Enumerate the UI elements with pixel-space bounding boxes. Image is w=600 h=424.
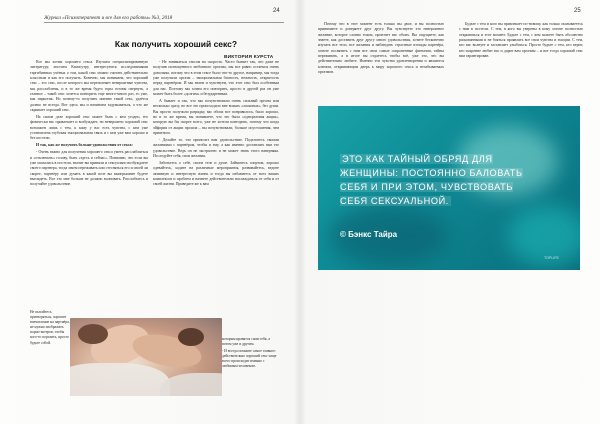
paragraph: А бывает и так, что мы почувствовали очень сильный оргазм или несколько сразу, но все это происходило вне всяких «ласковых», без души. Вы просто получили разрядку, вас обоих все понравилось, было хорошо, но и то же время, вы понимаете, что это была «одноразовая акция», которую вы бы скорее всего, уже не хотели повторить, потому что когда эйфория от акции прошла – вы почувствовали, больше опустошения, чем приятного.	[153, 99, 279, 136]
quote-text: ЭТО КАК ТАЙНЫЙ ОБРЯД ДЛЯ ЖЕНЩИНЫ: ПОСТОЯННО БАЛОВАТЬ СЕБЯ И ПРИ ЭТОМ, ЧУВСТВОВАТЬ СЕБЯ СЕКСУАЛЬНОЙ.	[340, 154, 523, 206]
right-column-1	[318, 22, 444, 104]
left-column-2	[153, 60, 279, 220]
paragraph: которым нравятся сами себя, а потом уже и другим.	[222, 337, 270, 347]
paragraph: - Не заниматься сексом на скорость. Часто бывает так, что даже не получив полноценного любовного оргазма, мы все равно остаемся очень довольны, потому что в этом сексе было что-то другое, например, мы тогда уже получили оргазм – эмоциональная близость, нежность, открытость перед партнёром. И мы знаем и чувствуем, что этот секс был особенным для нас. Поэтому мы хотим его повторить, просто в другой раз он уже может быть более «долгим» и безударенным.	[153, 60, 279, 97]
article-title: Как получить хороший секс?	[114, 39, 238, 49]
right-column-2	[459, 22, 583, 104]
journal-header: Журнал «Психотерапевт и все для его работы» №3, 2018	[44, 15, 284, 23]
paragraph: На самом деле хороший секс может быть с кем угодно, его физически вас привлекает и возбуждает, но невероятно хороший секс возможен лишь с тем, к кому у вас есть чувства, с кем уже установлена глубокая эмоциональная связь и с кем уже вам хорошо и без постели.	[30, 115, 148, 141]
paragraph: Заботьтесь о себе, своем теле и душе. Займитесь спортом, хорошо одевайтесь, ходите на различные мероприятия, развивайтесь, ведите активную и интересную жизнь и тогда вы избавитесь от всех ваших комплексов и проблем и начнете действительно наслаждаться от себя и от своей жизни. Приведите же к вам	[153, 160, 279, 187]
paragraph: Будьте с тем и кого вы привлекает по-новому, как только оказываетесь с ним в постели. С тем, в кого вы уверены в кому хотите полностью открываться и этот момент. Будьте с тем, с кем можете быть абсолютно раскованными и не бояться проявлять все свои чувства и эмоции. С тем, кто вас волнует и заставляет улыбаться. Просто будьте с тем, кто верит, кто искренне любит вас и дарит вам оргазмы – и вот тогда хороший секс вам гарантирован.	[459, 22, 583, 59]
paragraph: - Очень важно для получения хорошего секса уметь расслабляться и «отключить» голову, быть «здесь и сейчас». Понимаю, что если вы уже оказались в постели, значит вы приняли и сексуально возбуждаете своего партнера, тогда зачем переживать или стесняться его и своей ли скорее, партнёру или думать в какой позе вы выигрышнее будете выглядеть. Все это мне больше не должно волновать. Расслабьтесь и получайте удовольствие.	[30, 150, 148, 187]
paragraph: Все мы хотим хорошего секса. Изучаем специализированную литературу, листаем Камасутру, интересуемся исследованиями таргибинных учёных о том, какой секс можно считать действительно классным и как его получить. Конечно, мы понимаем, что хороший секс – это секс, после которого мы переполняет невероятные чувства, мы расслаблены, и в то же время будто горы готовы свернуть, а главное – такой секс хочется повторить еще много-много раз, то уже, как наркотик. Но почему-то получить именно такой секс, удаётся далеко не всегда. Вот здесь мы и начинаем задумываться, а что же скрывает хороший секс.	[30, 60, 148, 113]
left-column-1	[30, 60, 148, 307]
paragraph: - И всегда помните самое главное: действительно хороший секс чаще всего происходит именно с любимым человеком.	[222, 348, 277, 369]
quote-author: © Бэнкс Тайра	[340, 230, 398, 239]
paragraph: И так, как же получить больше удовольствия от секса:	[36, 143, 133, 148]
article-author: ВИКТОРИЯ КУРСТА	[224, 55, 274, 60]
couple-photo	[70, 318, 222, 396]
quote-stamp: TOPLIFE	[544, 256, 559, 260]
page-number-left: 24	[273, 8, 280, 14]
left-side-column	[30, 310, 70, 390]
page-number-right: 25	[574, 8, 581, 14]
right-side-column	[222, 337, 280, 397]
paragraph: Потому что в этот момент есть только вы двое, и вы полностью принимаете и доверяете друг другу. Вы чувствуете это невероятное желание, которое словно током, пронзает вас обоих. Вы ощущаете, как знаете, как доставить друг другу много удовольствия, хотите бесконечно изучать все тело, все желания и наблюдать страстные взгляды партнёра, хотите посвятить с ним все свои самые сокровенные фантазии, тайны переживать, а в итоге вы отдаетесь чтобы всё, уже это, что вы действительно любите. Именно эти чувства удовлетворения и являются ключом, открывающим дверь к миру хорошего секса и незабываемых оргазмов.	[318, 22, 444, 75]
quote-image	[318, 106, 580, 270]
paragraph: - Делайте то, что приносит вам удовольствие. Поделитесь своими желаниями с партнёром, чтобы и ему, а как именно доставлять вам это удовольствие. Ведь он не экстрасенс и не может знать этого наверняка. Исследуйте себя, свои желания.	[153, 138, 279, 159]
paragraph: Не пытайтесь притворяться, хорошее впечатление на партнёра, не нужно изображать порно-актеров, чтобы кого-то поразить, просто будьте собой.	[30, 310, 70, 345]
right-page	[300, 0, 600, 424]
